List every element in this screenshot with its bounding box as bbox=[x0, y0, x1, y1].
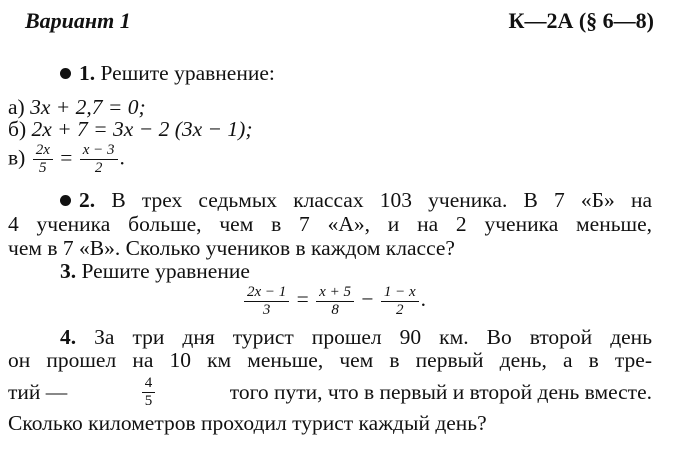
task1-a-label: а) bbox=[8, 95, 25, 119]
test-code: К—2А (§ 6—8) bbox=[508, 8, 654, 33]
minus-sign: − bbox=[361, 287, 374, 311]
task1-b-equation: 2x + 7 = 3x − 2 (3x − 1); bbox=[31, 117, 253, 141]
fraction-denominator: 5 bbox=[144, 392, 153, 409]
fraction-numerator: 2x − 1 bbox=[244, 284, 289, 302]
task4-line4: Сколько километров проходил турист каждый день? bbox=[8, 411, 487, 435]
task1-c-fraction-right bbox=[80, 142, 118, 177]
fraction-numerator: 1 − x bbox=[381, 284, 419, 302]
task3-fraction-3 bbox=[381, 284, 419, 319]
period: . bbox=[420, 287, 426, 311]
task4-line3-start: тий — bbox=[8, 380, 68, 404]
task1-c bbox=[8, 142, 125, 177]
task1-b-label: б) bbox=[8, 117, 27, 141]
fraction-denominator: 2 bbox=[94, 160, 103, 176]
task3-equation bbox=[242, 280, 426, 319]
fraction-numerator: x − 3 bbox=[80, 142, 118, 160]
fraction-denominator: 2 bbox=[395, 301, 404, 318]
task1-c-fraction-left bbox=[33, 142, 53, 177]
task1-number: 1. bbox=[79, 61, 96, 85]
fraction-numerator: 2x bbox=[33, 142, 53, 160]
task4-fraction bbox=[142, 375, 156, 410]
fraction-denominator: 8 bbox=[331, 301, 339, 318]
task3-title: Решите уравнение bbox=[81, 259, 250, 283]
task3-fraction-1 bbox=[244, 284, 289, 319]
variant-title: Вариант 1 bbox=[25, 8, 131, 33]
task3-heading bbox=[60, 258, 250, 284]
task2-line2: 4 ученика больше, чем в 7 «А», и на 2 ученика меньше, bbox=[8, 212, 652, 236]
fraction-numerator: 4 bbox=[142, 375, 156, 393]
bullet-icon bbox=[60, 68, 71, 79]
task4-line2: он прошел на 10 км меньше, чем в первый день, а в тре- bbox=[8, 348, 652, 372]
task2-line1 bbox=[60, 187, 652, 213]
equals-sign: = bbox=[296, 287, 309, 311]
task2-line3: чем в 7 «В». Сколько учеников в каждом классе? bbox=[8, 236, 455, 260]
task1-heading bbox=[60, 60, 275, 86]
equals-sign: = bbox=[60, 145, 73, 170]
task2-number: 2. bbox=[79, 188, 96, 212]
task3-fraction-2 bbox=[316, 284, 354, 319]
fraction-denominator: 3 bbox=[262, 301, 271, 318]
task3-number: 3. bbox=[60, 259, 77, 283]
task4-number: 4. bbox=[60, 325, 77, 349]
task1-a-equation: 3x + 2,7 = 0; bbox=[30, 95, 146, 119]
fraction-denominator: 5 bbox=[39, 160, 47, 176]
task1-title: Решите уравнение: bbox=[100, 61, 275, 85]
task1-b bbox=[8, 116, 253, 142]
period: . bbox=[119, 145, 125, 170]
task4-line3-end: того пути, что в первый и второй день вместе. bbox=[229, 380, 652, 404]
task2-text: В трех седьмых классах 103 ученика. В 7 «Б» на bbox=[111, 188, 653, 212]
task4-line3 bbox=[8, 373, 652, 411]
task4-text: За три дня турист прошел 90 км. Во второй день bbox=[94, 325, 652, 349]
fraction-numerator: x + 5 bbox=[316, 284, 354, 302]
bullet-icon bbox=[60, 195, 71, 206]
task1-c-label: в) bbox=[8, 145, 26, 170]
